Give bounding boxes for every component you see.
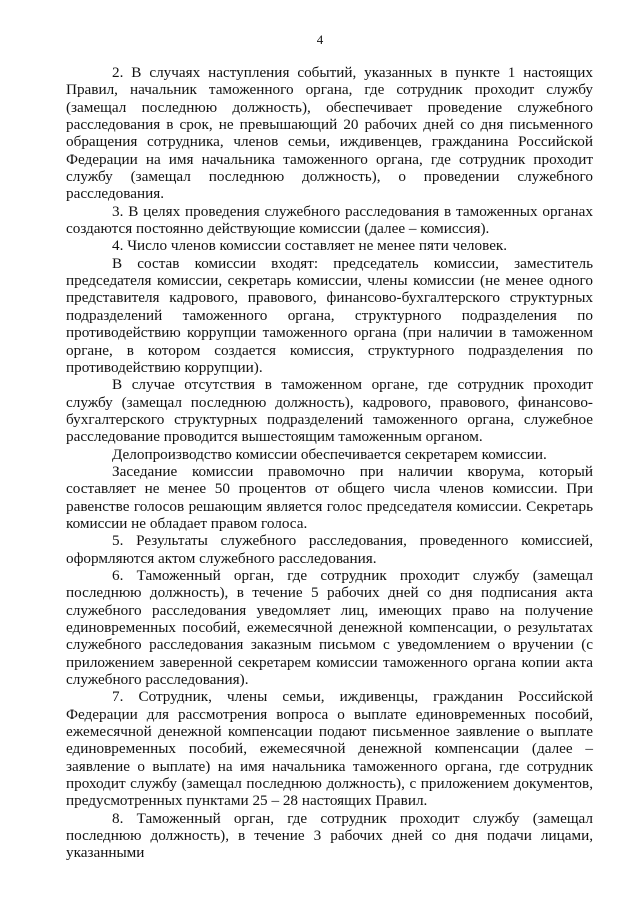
paragraph-item-8: 8. Таможенный орган, где сотрудник проходит службу (замещал последнюю должность), в течение 3 рабочих дней со дня подачи лицами, указанными xyxy=(66,809,593,862)
paragraph-item-7: 7. Сотрудник, члены семьи, иждивенцы, гражданин Российской Федерации для рассмотрения вопроса о выплате единовременных пособий, ежемесячной денежной компенсации подают письменное заявление о выплате единовременных пособий, ежемесячной денежной компенсации (далее – заявление о выплате) на имя начальника таможенного органа, где сотрудник проходит службу (замещал последнюю должность), с приложением документов, предусмотренных пунктами 25 – 28 настоящих Правил. xyxy=(66,688,593,810)
paragraph-item-2: 2. В случаях наступления событий, указанных в пункте 1 настоящих Правил, начальник таможенного органа, где сотрудник проходит службу (замещал последнюю должность), обеспечивает проведение служебного расследования в срок, не превышающий 20 рабочих дней со дня письменного обращения сотрудника, членов семьи, иждивенцев, гражданина Российской Федерации на имя начальника таможенного органа, где сотрудник проходит службу (замещал последнюю должность), о проведении служебного расследования. xyxy=(66,64,593,203)
paragraph-quorum: Заседание комиссии правомочно при наличии кворума, который составляет не менее 50 процентов от общего числа членов комиссии. При равенстве голосов решающим является голос председателя комиссии. Секретарь комиссии не обладает правом голоса. xyxy=(66,462,593,532)
paragraph-item-6: 6. Таможенный орган, где сотрудник проходит службу (замещал последнюю должность), в течение 5 рабочих дней со дня подписания акта служебного расследования уведомляет лиц, имеющих право на получение единовременных пособий, ежемесячной денежной компенсации, о результатах служебного расследования заказным письмом с уведомлением о вручении (с приложением заверенной секретарем комиссии таможенного органа копии акта служебного расследования). xyxy=(66,566,593,689)
document-body xyxy=(66,64,593,862)
paragraph-item-3: 3. В целях проведения служебного расследования в таможенных органах создаются постоянно действующие комиссии (далее – комиссия). xyxy=(66,202,593,238)
paragraph-item-5: 5. Результаты служебного расследования, проведенного комиссией, оформляются актом служебного расследования. xyxy=(66,532,593,567)
paragraph-commission-composition: В состав комиссии входят: председатель комиссии, заместитель председателя комиссии, секретарь комиссии, члены комиссии (не менее одного представителя кадрового, правового, финансово-бухгалтерского структурных подразделений таможенного органа, структурного подразделения по противодействию коррупции таможенного органа (при наличии в таможенном органе, в котором создается комиссия, структурного подразделения по противодействию коррупции). xyxy=(66,254,593,376)
page-number: 4 xyxy=(316,32,324,47)
paragraph-absence-of-units: В случае отсутствия в таможенном органе, где сотрудник проходит службу (замещал последнюю должность), кадрового, правового, финансово-бухгалтерского структурных подразделений таможенного органа, служебное расследование проводится вышестоящим таможенным органом. xyxy=(66,376,593,446)
paragraph-item-4: 4. Число членов комиссии составляет не менее пяти человек. xyxy=(112,237,508,255)
paragraph-records-management: Делопроизводство комиссии обеспечивается секретарем комиссии. xyxy=(112,445,547,463)
